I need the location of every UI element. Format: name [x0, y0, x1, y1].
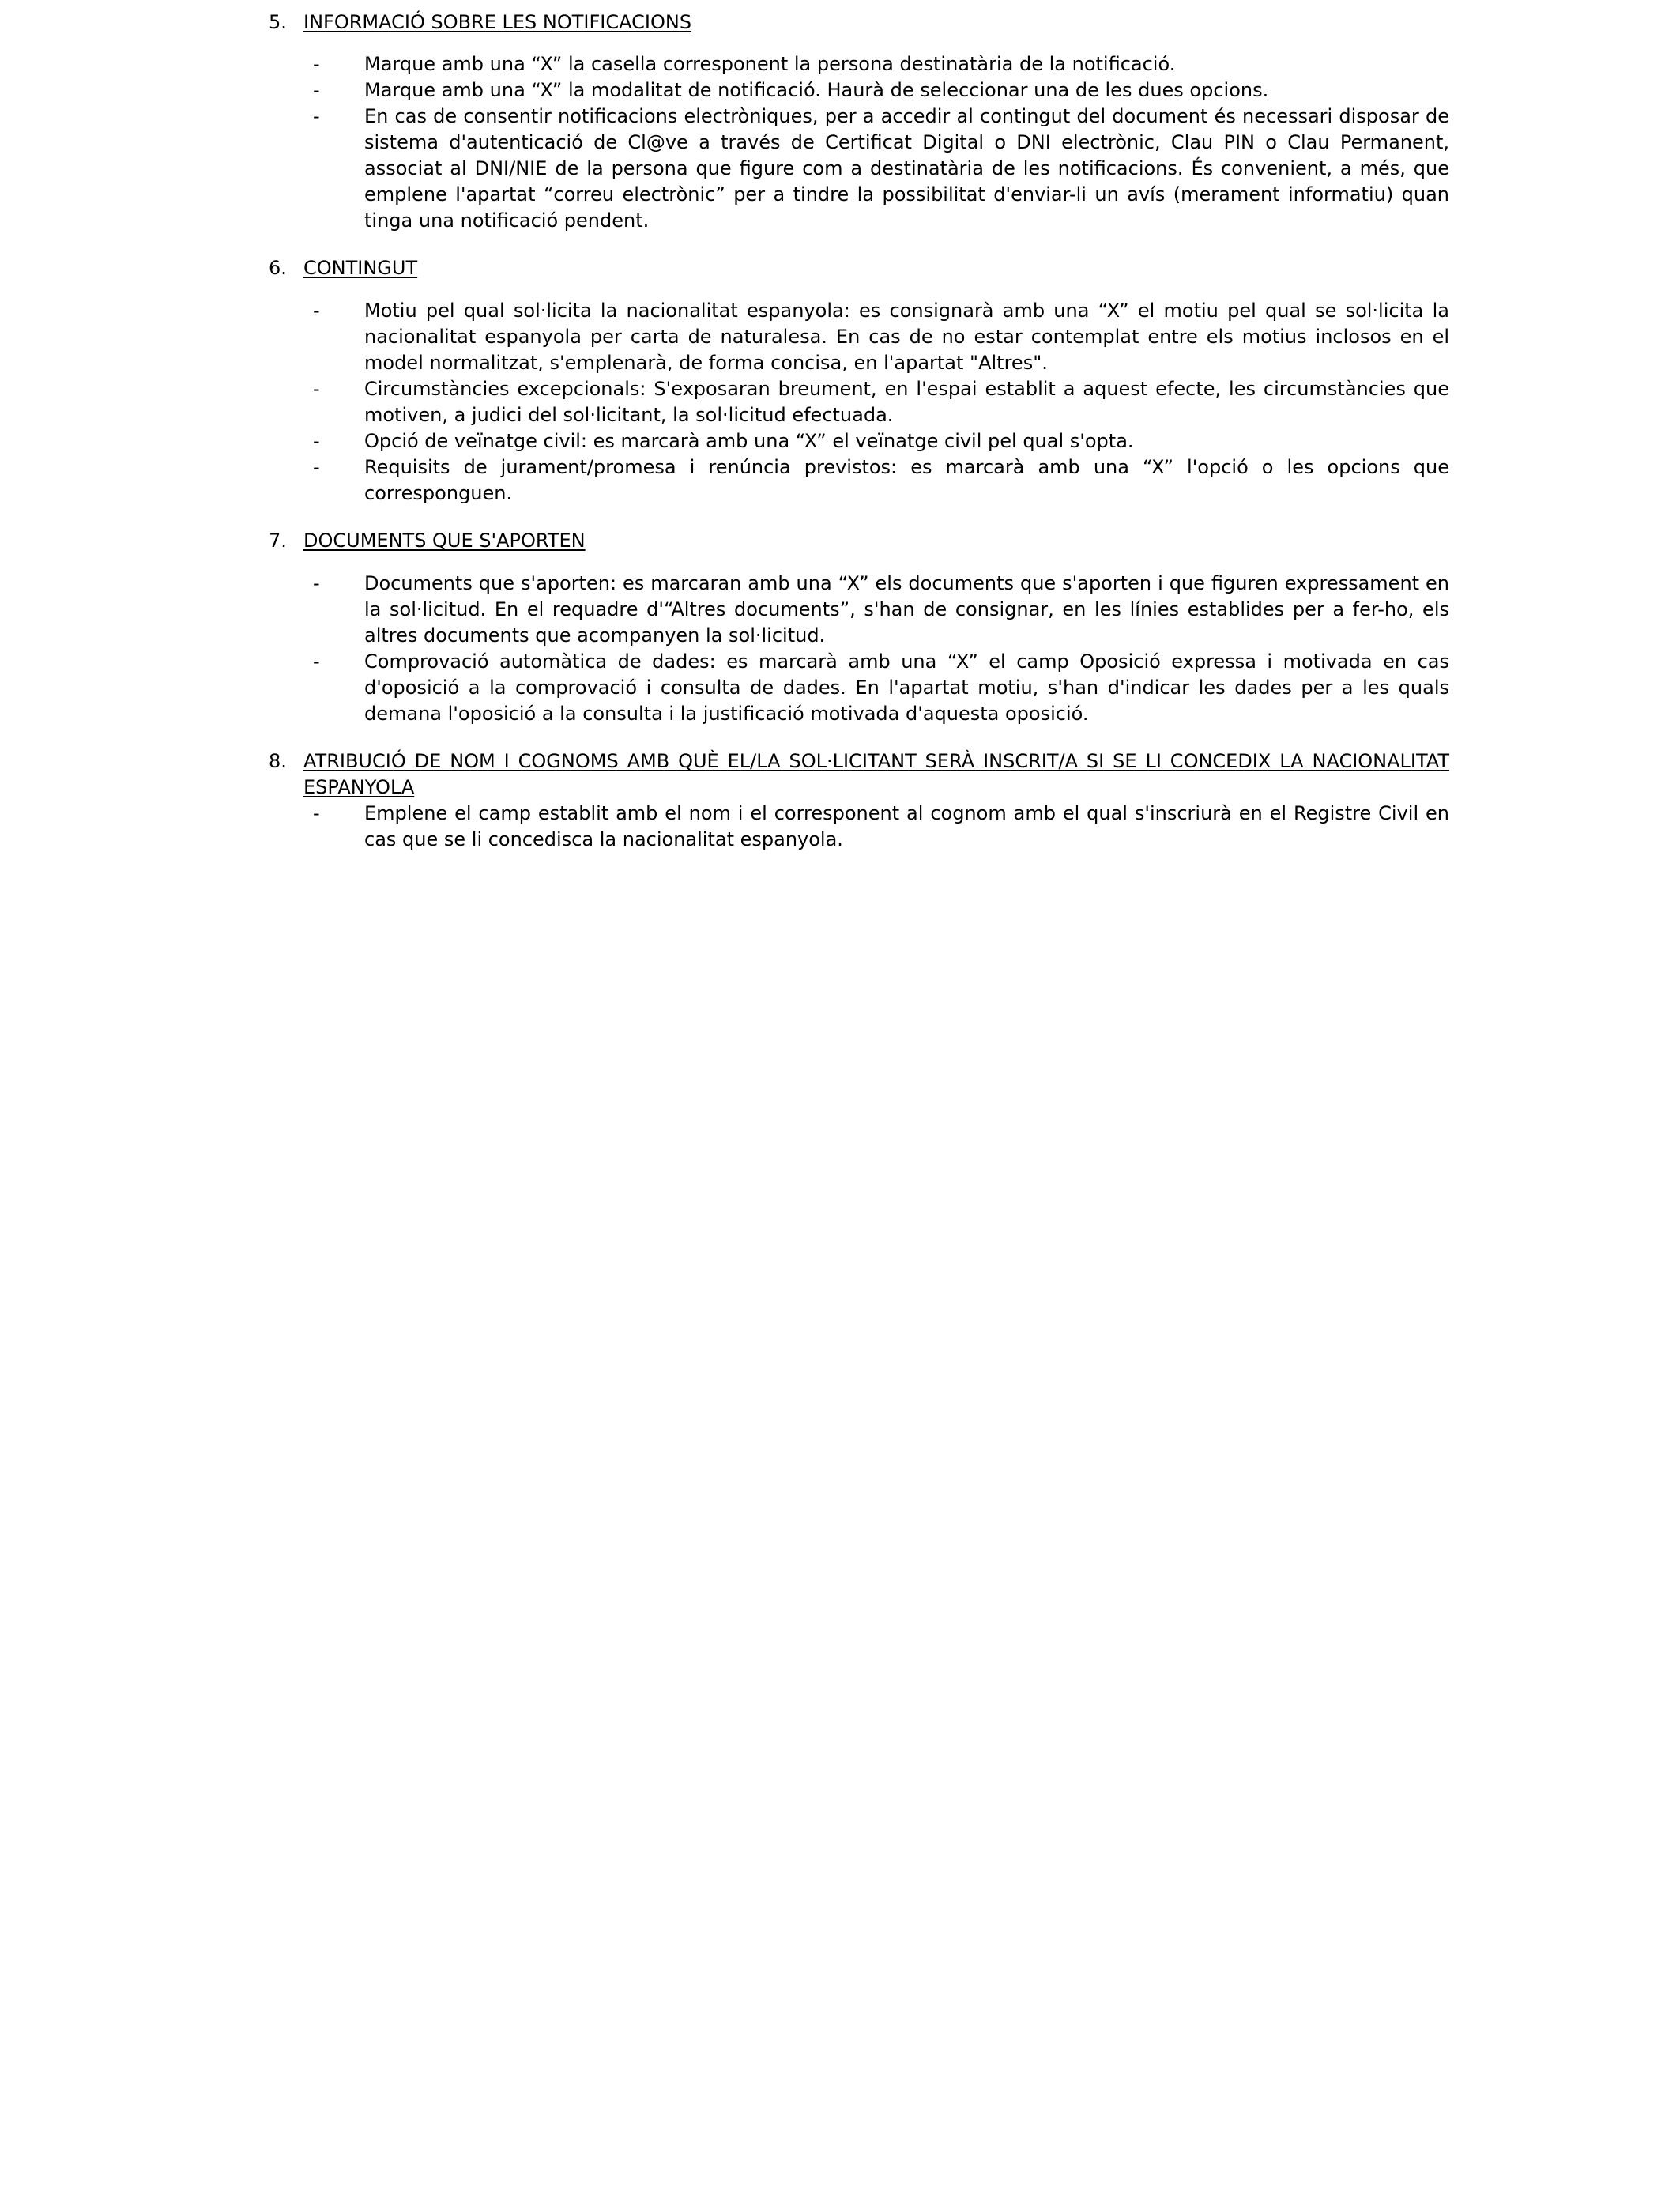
section-heading: [269, 528, 1449, 554]
list-item-text: En cas de consentir notificacions electròniques, per a accedir al contingut del document és necessari disposar de sistema d'autenticació de Cl@ve a través de Certificat Digital o DNI electrònic, Clau PIN o Clau Permanent, associat al DNI/NIE de la persona que figure com a destinatària de les notificacions. És convenient, a més, que emplene l'apartat “correu electrònic” per a tindre la possibilitat d'enviar-li un avís (merament informatiu) quan tinga una notificació pendent.: [364, 105, 1449, 232]
list-item: [269, 376, 1449, 428]
section-heading: [269, 748, 1449, 801]
list-item-text: Motiu pel qual sol·licita la nacionalitat espanyola: es consignarà amb una “X” el motiu pel qual se sol·licita la nacionalitat espanyola per carta de naturalesa. En cas de no estar contemplat entre els motius inclosos en el model normalitzat, s'emplenarà, de forma concisa, en l'apartat "Altres".: [364, 300, 1449, 374]
bullet-dash: -: [313, 79, 320, 101]
section-title: DOCUMENTS QUE S'APORTEN: [303, 530, 586, 552]
section-heading: [269, 255, 1449, 281]
section-number: 6.: [269, 257, 287, 279]
section-documents: [269, 528, 1449, 727]
instruction-list: [269, 571, 1449, 727]
section-number: 7.: [269, 530, 287, 552]
bullet-dash: -: [313, 456, 320, 478]
list-item: [269, 649, 1449, 727]
list-item-text: Requisits de jurament/promesa i renúncia previstos: es marcarà amb una “X” l'opció o les opcions que corresponguen.: [364, 456, 1449, 504]
list-item: [269, 104, 1449, 234]
bullet-dash: -: [313, 378, 320, 400]
list-item-text: Marque amb una “X” la modalitat de notificació. Haurà de seleccionar una de les dues opcions.: [364, 79, 1269, 101]
list-item: [269, 571, 1449, 649]
section-atribucio-nom: [269, 748, 1449, 853]
list-item-text: Marque amb una “X” la casella corresponent la persona destinatària de la notificació.: [364, 53, 1176, 75]
section-number: 8.: [269, 750, 287, 772]
list-item-text: Emplene el camp establit amb el nom i el corresponent al cognom amb el qual s'inscriurà en el Registre Civil en cas que se li concedisca la nacionalitat espanyola.: [364, 802, 1449, 850]
section-notificacions: [269, 9, 1449, 234]
bullet-dash: -: [313, 802, 320, 824]
list-item: [269, 454, 1449, 507]
list-item: [269, 298, 1449, 376]
document-page: [269, 9, 1449, 853]
list-item-text: Opció de veïnatge civil: es marcarà amb una “X” el veïnatge civil pel qual s'opta.: [364, 430, 1134, 452]
instruction-list: [269, 51, 1449, 234]
bullet-dash: -: [313, 430, 320, 452]
section-contingut: [269, 255, 1449, 507]
list-item-text: Comprovació automàtica de dades: es marcarà amb una “X” el camp Oposició expressa i motivada en cas d'oposició a la comprovació i consulta de dades. En l'apartat motiu, s'han d'indicar les dades per a les quals demana l'oposició a la consulta i la justificació motivada d'aquesta oposició.: [364, 650, 1449, 725]
section-number: 5.: [269, 11, 287, 33]
section-title: INFORMACIÓ SOBRE LES NOTIFICACIONS: [303, 11, 692, 33]
list-item: [269, 77, 1449, 104]
section-heading: [269, 9, 1449, 36]
bullet-dash: -: [313, 650, 320, 673]
section-title: ATRIBUCIÓ DE NOM I COGNOMS AMB QUÈ EL/LA SOL·LICITANT SERÀ INSCRIT/A SI SE LI CONCEDIX LA NACIONALITAT ESPANYOLA: [303, 750, 1449, 798]
bullet-dash: -: [313, 105, 320, 127]
list-item: [269, 51, 1449, 77]
list-item: [269, 801, 1449, 853]
section-title: CONTINGUT: [303, 257, 418, 279]
bullet-dash: -: [313, 53, 320, 75]
bullet-dash: -: [313, 300, 320, 322]
list-item: [269, 428, 1449, 454]
instruction-list: [269, 298, 1449, 507]
list-item-text: Documents que s'aporten: es marcaran amb una “X” els documents que s'aporten i que figuren expressament en la sol·licitud. En el requadre d'“Altres documents”, s'han de consignar, en les línies establides per a fer-ho, els altres documents que acompanyen la sol·licitud.: [364, 572, 1449, 647]
list-item-text: Circumstàncies excepcionals: S'exposaran breument, en l'espai establit a aquest efecte, les circumstàncies que motiven, a judici del sol·licitant, la sol·licitud efectuada.: [364, 378, 1449, 426]
instruction-list: [269, 801, 1449, 853]
bullet-dash: -: [313, 572, 320, 594]
